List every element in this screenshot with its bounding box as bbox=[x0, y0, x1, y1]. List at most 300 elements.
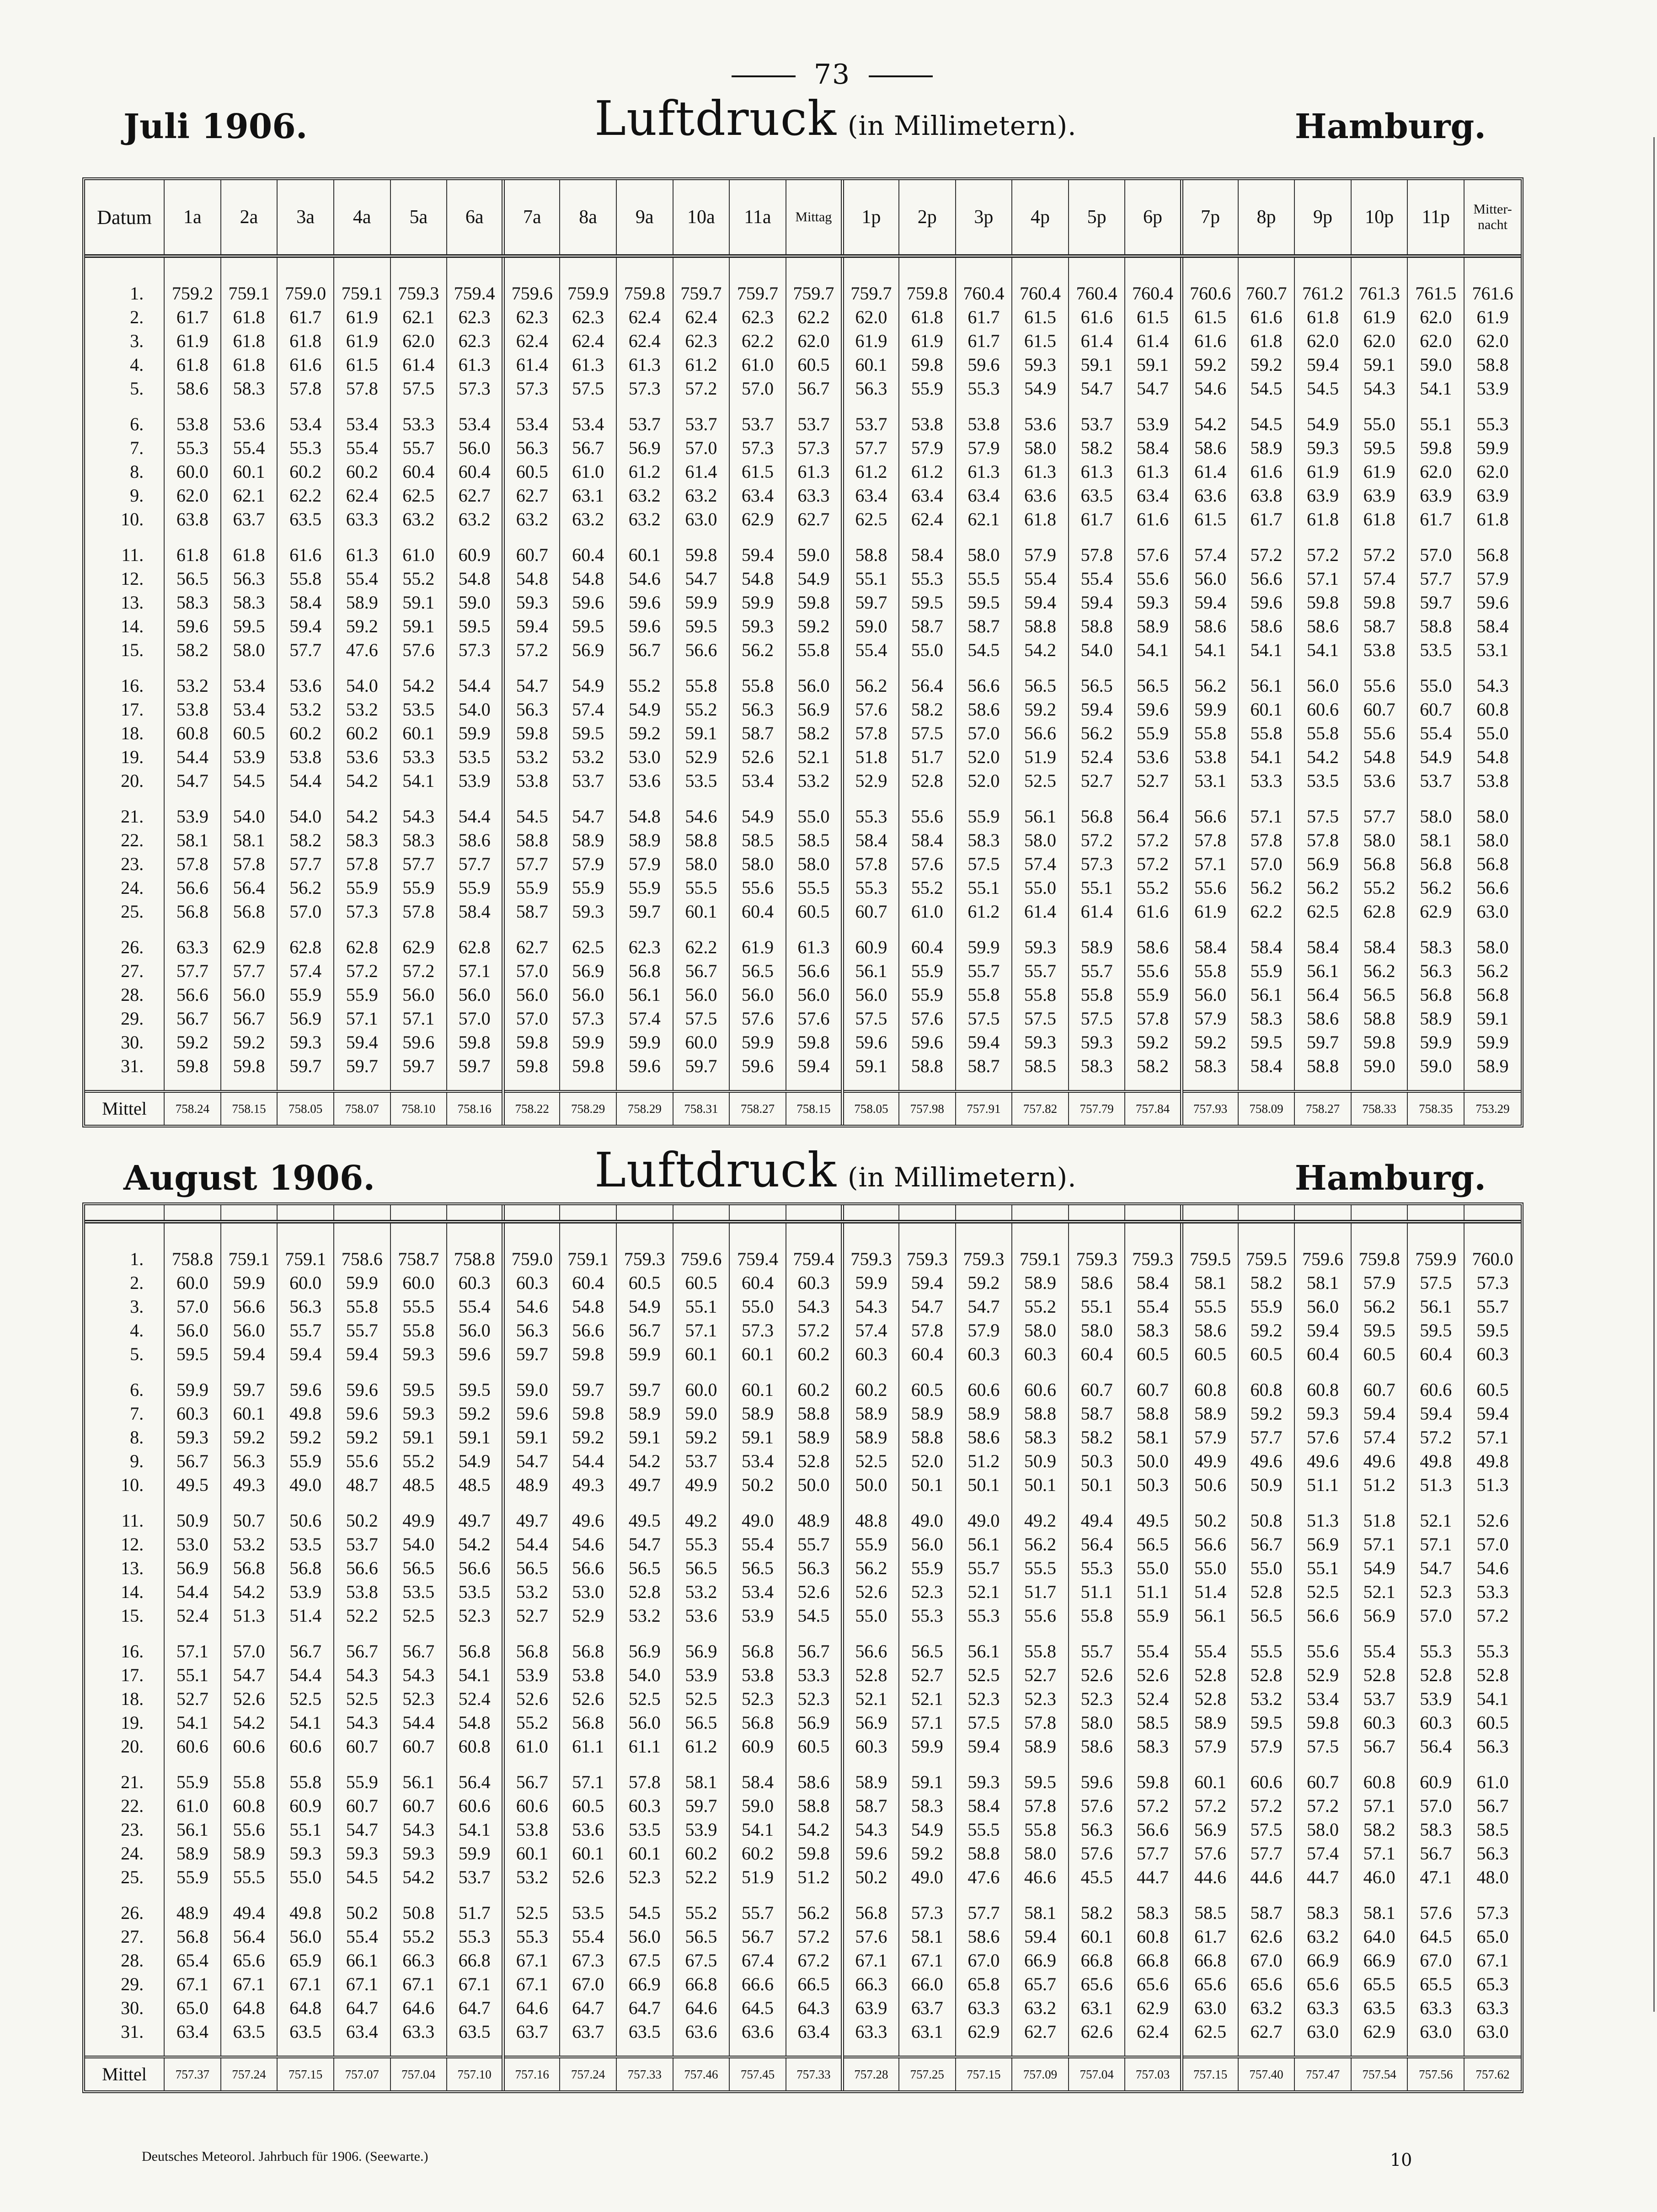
pressure-value: 55.6 bbox=[1012, 1604, 1069, 1628]
pressure-value: 55.6 bbox=[729, 876, 786, 900]
pressure-value: 63.9 bbox=[1351, 484, 1408, 508]
pressure-value: 58.9 bbox=[616, 828, 673, 852]
pressure-value: 53.2 bbox=[786, 769, 843, 793]
pressure-value: 55.3 bbox=[1464, 1640, 1521, 1663]
pressure-value: 60.4 bbox=[560, 543, 616, 567]
pressure-value: 57.8 bbox=[842, 852, 899, 876]
pressure-value: 55.9 bbox=[1238, 959, 1295, 983]
pressure-value: 56.7 bbox=[616, 638, 673, 662]
table-title: Luftdruck (in Millimetern). bbox=[594, 91, 1077, 146]
pressure-value: 64.5 bbox=[729, 1996, 786, 2020]
mean-row bbox=[85, 1091, 1521, 1125]
header-spacer bbox=[1238, 1205, 1295, 1222]
pressure-value: 57.1 bbox=[1238, 805, 1295, 828]
day-label: 22. bbox=[121, 1795, 144, 1816]
section-header-juli bbox=[91, 91, 1500, 146]
pressure-value: 55.4 bbox=[1012, 567, 1069, 591]
pressure-value: 60.3 bbox=[503, 1271, 560, 1295]
column-header: 3a bbox=[277, 180, 334, 256]
pressure-value: 55.8 bbox=[277, 1770, 334, 1794]
pressure-value: 57.6 bbox=[729, 1007, 786, 1031]
pressure-value: 58.4 bbox=[1238, 1054, 1295, 1078]
pressure-value: 49.2 bbox=[1012, 1509, 1069, 1533]
pressure-value: 59.5 bbox=[673, 614, 730, 638]
pressure-value: 58.9 bbox=[842, 1770, 899, 1794]
pressure-value: 55.2 bbox=[673, 698, 730, 721]
pressure-value: 55.6 bbox=[221, 1818, 278, 1842]
pressure-value: 54.5 bbox=[334, 1865, 390, 1889]
pressure-value: 59.4 bbox=[899, 1271, 956, 1295]
pressure-value: 56.2 bbox=[786, 1901, 843, 1925]
mean-value: 757.47 bbox=[1294, 2057, 1351, 2090]
table-row bbox=[85, 1996, 1521, 2020]
footer-note: Deutsches Meteorol. Jahrbuch für 1906. (Seewarte.) bbox=[142, 2149, 428, 2164]
pressure-value: 57.8 bbox=[899, 1319, 956, 1342]
pressure-value: 60.8 bbox=[1351, 1770, 1408, 1794]
pressure-value: 55.6 bbox=[1125, 567, 1181, 591]
pressure-value: 59.7 bbox=[842, 591, 899, 614]
pressure-value: 759.1 bbox=[277, 1247, 334, 1271]
pressure-value: 55.2 bbox=[673, 1901, 730, 1925]
pressure-value: 60.6 bbox=[221, 1735, 278, 1758]
table-row bbox=[85, 674, 1521, 698]
pressure-value: 58.0 bbox=[1464, 935, 1521, 959]
pressure-value: 56.6 bbox=[1181, 805, 1238, 828]
pressure-value: 54.1 bbox=[1464, 1687, 1521, 1711]
pressure-value: 55.8 bbox=[1012, 983, 1069, 1007]
pressure-value: 61.2 bbox=[842, 460, 899, 484]
pressure-value: 54.5 bbox=[1294, 377, 1351, 401]
mean-value: 758.29 bbox=[616, 1091, 673, 1125]
pressure-value: 62.9 bbox=[729, 508, 786, 531]
mean-value: 757.54 bbox=[1351, 2057, 1408, 2090]
mean-value: 757.15 bbox=[277, 2057, 334, 2090]
pressure-value: 55.9 bbox=[1125, 1604, 1181, 1628]
pressure-value: 52.5 bbox=[842, 1449, 899, 1473]
pressure-value: 59.4 bbox=[786, 1054, 843, 1078]
pressure-value: 60.5 bbox=[616, 1271, 673, 1295]
pressure-value: 56.7 bbox=[673, 959, 730, 983]
pressure-value: 57.0 bbox=[503, 959, 560, 983]
pressure-value: 52.3 bbox=[956, 1687, 1012, 1711]
pressure-value: 54.1 bbox=[729, 1818, 786, 1842]
pressure-value: 57.6 bbox=[1069, 1842, 1125, 1865]
pressure-value: 55.9 bbox=[447, 876, 503, 900]
pressure-value: 59.8 bbox=[786, 591, 843, 614]
pressure-value: 63.3 bbox=[334, 508, 390, 531]
pressure-value: 56.1 bbox=[1181, 1604, 1238, 1628]
pressure-value: 62.6 bbox=[1069, 2020, 1125, 2044]
pressure-value: 59.0 bbox=[503, 1378, 560, 1402]
pressure-value: 55.4 bbox=[560, 1925, 616, 1949]
pressure-value: 55.3 bbox=[277, 436, 334, 460]
pressure-value: 57.5 bbox=[1069, 1007, 1125, 1031]
mean-value: 758.15 bbox=[786, 1091, 843, 1125]
pressure-value: 59.8 bbox=[1351, 1031, 1408, 1054]
pressure-value: 57.0 bbox=[729, 377, 786, 401]
pressure-value: 58.4 bbox=[729, 1770, 786, 1794]
pressure-value: 53.5 bbox=[1407, 638, 1464, 662]
pressure-value: 760.6 bbox=[1181, 282, 1238, 305]
pressure-value: 759.9 bbox=[560, 282, 616, 305]
pressure-value: 54.8 bbox=[560, 1295, 616, 1319]
pressure-value: 58.8 bbox=[503, 828, 560, 852]
pressure-value: 59.3 bbox=[1012, 935, 1069, 959]
pressure-value: 59.2 bbox=[221, 1426, 278, 1449]
mean-value: 758.24 bbox=[164, 1091, 221, 1125]
pressure-value: 59.4 bbox=[956, 1031, 1012, 1054]
pressure-value: 60.6 bbox=[956, 1378, 1012, 1402]
pressure-value: 55.1 bbox=[1407, 412, 1464, 436]
day-label: 17. bbox=[121, 699, 144, 720]
pressure-value: 62.7 bbox=[1012, 2020, 1069, 2044]
pressure-value: 61.7 bbox=[1238, 508, 1295, 531]
pressure-value: 59.2 bbox=[616, 721, 673, 745]
pressure-value: 57.0 bbox=[1407, 543, 1464, 567]
pressure-value: 52.5 bbox=[390, 1604, 447, 1628]
pressure-value: 51.7 bbox=[447, 1901, 503, 1925]
pressure-value: 53.6 bbox=[1012, 412, 1069, 436]
pressure-value: 58.8 bbox=[1407, 614, 1464, 638]
pressure-value: 55.3 bbox=[899, 567, 956, 591]
pressure-value: 50.9 bbox=[164, 1509, 221, 1533]
pressure-value: 56.5 bbox=[729, 959, 786, 983]
row-spacer bbox=[85, 793, 1521, 805]
mean-value: 757.33 bbox=[786, 2057, 843, 2090]
day-label: 4. bbox=[130, 354, 144, 375]
pressure-value: 54.7 bbox=[560, 805, 616, 828]
pressure-value: 58.8 bbox=[956, 1842, 1012, 1865]
pressure-value: 55.8 bbox=[334, 1295, 390, 1319]
pressure-value: 67.1 bbox=[334, 1972, 390, 1996]
mean-value: 758.33 bbox=[1351, 1091, 1408, 1125]
pressure-value: 58.2 bbox=[1069, 1901, 1125, 1925]
pressure-value: 57.8 bbox=[1012, 1711, 1069, 1735]
pressure-value: 53.6 bbox=[560, 1818, 616, 1842]
row-spacer bbox=[85, 531, 1521, 543]
pressure-value: 59.6 bbox=[842, 1031, 899, 1054]
pressure-value: 52.8 bbox=[899, 769, 956, 793]
pressure-value: 57.6 bbox=[1069, 1794, 1125, 1818]
pressure-value: 61.7 bbox=[956, 329, 1012, 353]
pressure-value: 58.3 bbox=[1294, 1901, 1351, 1925]
pressure-value: 54.1 bbox=[1238, 638, 1295, 662]
pressure-value: 56.5 bbox=[616, 1556, 673, 1580]
pressure-value: 56.7 bbox=[786, 377, 843, 401]
pressure-value: 54.4 bbox=[277, 769, 334, 793]
pressure-value: 51.1 bbox=[1125, 1580, 1181, 1604]
pressure-value: 60.3 bbox=[1407, 1711, 1464, 1735]
pressure-value: 63.5 bbox=[447, 2020, 503, 2044]
pressure-value: 59.8 bbox=[1294, 1711, 1351, 1735]
pressure-value: 57.2 bbox=[334, 959, 390, 983]
pressure-value: 58.2 bbox=[1351, 1818, 1408, 1842]
day-label: 21. bbox=[121, 806, 144, 827]
header-row bbox=[85, 180, 1521, 256]
pressure-value: 55.8 bbox=[729, 674, 786, 698]
pressure-value: 49.9 bbox=[390, 1509, 447, 1533]
pressure-value: 759.9 bbox=[1407, 1247, 1464, 1271]
day-label: 25. bbox=[121, 1867, 144, 1887]
pressure-value: 58.2 bbox=[786, 721, 843, 745]
pressure-value: 62.8 bbox=[447, 935, 503, 959]
table-row bbox=[85, 591, 1521, 614]
pressure-value: 57.5 bbox=[673, 1007, 730, 1031]
pressure-value: 62.3 bbox=[447, 305, 503, 329]
day-label: 30. bbox=[121, 1032, 144, 1053]
pressure-value: 59.2 bbox=[1238, 353, 1295, 377]
pressure-value: 57.2 bbox=[786, 1319, 843, 1342]
pressure-value: 57.9 bbox=[1464, 567, 1521, 591]
pressure-value: 56.3 bbox=[1464, 1735, 1521, 1758]
pressure-value: 57.4 bbox=[1181, 543, 1238, 567]
pressure-value: 60.3 bbox=[956, 1342, 1012, 1366]
pressure-value: 55.5 bbox=[673, 876, 730, 900]
pressure-value: 60.9 bbox=[842, 935, 899, 959]
pressure-value: 61.4 bbox=[1012, 900, 1069, 924]
pressure-value: 56.6 bbox=[786, 959, 843, 983]
pressure-value: 59.1 bbox=[1125, 353, 1181, 377]
pressure-value: 59.7 bbox=[503, 1342, 560, 1366]
pressure-value: 53.4 bbox=[1294, 1687, 1351, 1711]
pressure-value: 58.6 bbox=[164, 377, 221, 401]
pressure-value: 58.0 bbox=[786, 852, 843, 876]
pressure-value: 58.3 bbox=[1407, 1818, 1464, 1842]
pressure-value: 63.3 bbox=[956, 1996, 1012, 2020]
pressure-value: 759.3 bbox=[842, 1247, 899, 1271]
pressure-value: 59.2 bbox=[277, 1426, 334, 1449]
pressure-value: 65.0 bbox=[164, 1996, 221, 2020]
pressure-value: 67.1 bbox=[503, 1949, 560, 1972]
pressure-value: 60.7 bbox=[1351, 698, 1408, 721]
pressure-value: 54.5 bbox=[503, 805, 560, 828]
pressure-value: 63.1 bbox=[560, 484, 616, 508]
pressure-value: 58.9 bbox=[786, 1426, 843, 1449]
pressure-value: 63.2 bbox=[390, 508, 447, 531]
pressure-value: 54.7 bbox=[1069, 377, 1125, 401]
column-header-datum: Datum bbox=[85, 180, 164, 256]
pressure-value: 64.7 bbox=[616, 1996, 673, 2020]
pressure-value: 62.9 bbox=[1407, 900, 1464, 924]
pressure-value: 59.6 bbox=[334, 1378, 390, 1402]
pressure-value: 58.0 bbox=[1464, 828, 1521, 852]
pressure-value: 54.8 bbox=[1464, 745, 1521, 769]
pressure-value: 60.4 bbox=[899, 1342, 956, 1366]
pressure-value: 57.0 bbox=[503, 1007, 560, 1031]
pressure-value: 58.7 bbox=[956, 614, 1012, 638]
mean-value: 757.24 bbox=[560, 2057, 616, 2090]
pressure-value: 60.7 bbox=[1351, 1378, 1408, 1402]
pressure-value: 61.9 bbox=[1351, 460, 1408, 484]
pressure-value: 57.9 bbox=[956, 1319, 1012, 1342]
pressure-value: 44.6 bbox=[1238, 1865, 1295, 1889]
pressure-value: 60.5 bbox=[221, 721, 278, 745]
pressure-value: 49.7 bbox=[616, 1473, 673, 1497]
pressure-value: 759.6 bbox=[673, 1247, 730, 1271]
pressure-value: 56.8 bbox=[1464, 852, 1521, 876]
pressure-value: 55.0 bbox=[1464, 721, 1521, 745]
pressure-value: 59.5 bbox=[899, 591, 956, 614]
pressure-value: 53.4 bbox=[277, 412, 334, 436]
pressure-value: 57.6 bbox=[1181, 1842, 1238, 1865]
pressure-value: 50.0 bbox=[1125, 1449, 1181, 1473]
pressure-value: 52.1 bbox=[956, 1580, 1012, 1604]
pressure-value: 58.3 bbox=[1125, 1735, 1181, 1758]
pressure-value: 53.8 bbox=[899, 412, 956, 436]
mean-row bbox=[85, 2057, 1521, 2090]
pressure-value: 62.0 bbox=[1407, 305, 1464, 329]
pressure-value: 55.6 bbox=[1294, 1640, 1351, 1663]
pressure-value: 60.2 bbox=[673, 1842, 730, 1865]
table-row bbox=[85, 1770, 1521, 1794]
column-header: 9p bbox=[1294, 180, 1351, 256]
pressure-value: 55.3 bbox=[842, 805, 899, 828]
pressure-value: 54.1 bbox=[390, 769, 447, 793]
pressure-value: 56.6 bbox=[560, 1319, 616, 1342]
day-label: 1. bbox=[130, 283, 144, 304]
pressure-value: 57.2 bbox=[1238, 543, 1295, 567]
pressure-value: 56.8 bbox=[1351, 852, 1408, 876]
pressure-value: 54.7 bbox=[899, 1295, 956, 1319]
pressure-value: 58.9 bbox=[221, 1842, 278, 1865]
pressure-value: 67.0 bbox=[1407, 1949, 1464, 1972]
pressure-value: 54.5 bbox=[616, 1901, 673, 1925]
header-spacer bbox=[1125, 1205, 1181, 1222]
pressure-value: 56.0 bbox=[1181, 983, 1238, 1007]
pressure-value: 57.8 bbox=[390, 900, 447, 924]
pressure-value: 51.9 bbox=[729, 1865, 786, 1889]
pressure-value: 52.7 bbox=[899, 1663, 956, 1687]
pressure-value: 58.9 bbox=[899, 1402, 956, 1426]
table-row bbox=[85, 329, 1521, 353]
pressure-value: 59.8 bbox=[503, 1031, 560, 1054]
pressure-value: 61.8 bbox=[164, 353, 221, 377]
pressure-value: 48.0 bbox=[1464, 1865, 1521, 1889]
pressure-value: 63.1 bbox=[899, 2020, 956, 2044]
pressure-value: 59.7 bbox=[390, 1054, 447, 1078]
pressure-value: 59.4 bbox=[956, 1735, 1012, 1758]
pressure-value: 62.0 bbox=[1407, 329, 1464, 353]
pressure-value: 56.7 bbox=[334, 1640, 390, 1663]
pressure-value: 53.9 bbox=[164, 805, 221, 828]
pressure-value: 59.8 bbox=[221, 1054, 278, 1078]
pressure-value: 60.5 bbox=[1351, 1342, 1408, 1366]
pressure-value: 54.9 bbox=[1351, 1556, 1408, 1580]
pressure-value: 58.6 bbox=[956, 1426, 1012, 1449]
pressure-value: 62.3 bbox=[616, 935, 673, 959]
pressure-value: 60.5 bbox=[786, 353, 843, 377]
pressure-value: 52.6 bbox=[729, 745, 786, 769]
table-row bbox=[85, 567, 1521, 591]
row-spacer bbox=[85, 1078, 1521, 1091]
pressure-value: 59.8 bbox=[447, 1031, 503, 1054]
pressure-value: 58.1 bbox=[1181, 1271, 1238, 1295]
pressure-value: 57.0 bbox=[221, 1640, 278, 1663]
pressure-value: 57.1 bbox=[1294, 567, 1351, 591]
pressure-value: 61.9 bbox=[334, 305, 390, 329]
pressure-value: 59.1 bbox=[390, 614, 447, 638]
table-row bbox=[85, 876, 1521, 900]
pressure-value: 760.7 bbox=[1238, 282, 1295, 305]
day-label: 16. bbox=[121, 1641, 144, 1662]
pressure-value: 60.0 bbox=[390, 1271, 447, 1295]
pressure-value: 59.1 bbox=[503, 1426, 560, 1449]
pressure-value: 67.5 bbox=[673, 1949, 730, 1972]
pressure-value: 57.5 bbox=[1294, 805, 1351, 828]
pressure-value: 52.9 bbox=[1294, 1663, 1351, 1687]
pressure-value: 55.2 bbox=[899, 876, 956, 900]
header-spacer bbox=[85, 1205, 164, 1222]
pressure-value: 56.0 bbox=[277, 1925, 334, 1949]
pressure-value: 54.7 bbox=[1125, 377, 1181, 401]
pressure-value: 759.6 bbox=[1294, 1247, 1351, 1271]
pressure-value: 64.6 bbox=[673, 1996, 730, 2020]
pressure-value: 57.0 bbox=[956, 721, 1012, 745]
pressure-value: 49.6 bbox=[1238, 1449, 1295, 1473]
pressure-value: 61.8 bbox=[221, 543, 278, 567]
pressure-value: 54.8 bbox=[447, 1711, 503, 1735]
pressure-value: 62.9 bbox=[221, 935, 278, 959]
pressure-value: 62.8 bbox=[277, 935, 334, 959]
pressure-value: 53.4 bbox=[729, 1580, 786, 1604]
pressure-value: 54.2 bbox=[221, 1711, 278, 1735]
pressure-value: 66.8 bbox=[1181, 1949, 1238, 1972]
column-header: 8p bbox=[1238, 180, 1295, 256]
day-label: 2. bbox=[130, 1272, 144, 1293]
pressure-value: 56.1 bbox=[1012, 805, 1069, 828]
pressure-value: 56.3 bbox=[842, 377, 899, 401]
pressure-value: 61.4 bbox=[1125, 329, 1181, 353]
pressure-value: 58.1 bbox=[1012, 1901, 1069, 1925]
pressure-value: 52.0 bbox=[956, 769, 1012, 793]
pressure-value: 55.7 bbox=[1464, 1295, 1521, 1319]
pressure-value: 62.9 bbox=[390, 935, 447, 959]
pressure-value: 57.7 bbox=[1351, 805, 1408, 828]
pressure-value: 58.0 bbox=[1294, 1818, 1351, 1842]
pressure-value: 59.9 bbox=[899, 1735, 956, 1758]
pressure-value: 62.0 bbox=[786, 329, 843, 353]
pressure-value: 48.5 bbox=[390, 1473, 447, 1497]
pressure-value: 49.7 bbox=[503, 1509, 560, 1533]
mean-value: 757.09 bbox=[1012, 2057, 1069, 2090]
pressure-value: 54.9 bbox=[560, 674, 616, 698]
pressure-value: 57.3 bbox=[447, 377, 503, 401]
pressure-value: 64.5 bbox=[1407, 1925, 1464, 1949]
table-row bbox=[85, 828, 1521, 852]
pressure-value: 60.7 bbox=[842, 900, 899, 924]
pressure-value: 60.0 bbox=[277, 1271, 334, 1295]
pressure-value: 55.8 bbox=[1238, 721, 1295, 745]
mean-value: 758.07 bbox=[334, 1091, 390, 1125]
pressure-value: 56.0 bbox=[390, 983, 447, 1007]
pressure-value: 57.7 bbox=[1238, 1426, 1295, 1449]
column-header: 7a bbox=[503, 180, 560, 256]
pressure-value: 47.6 bbox=[956, 1865, 1012, 1889]
pressure-value: 53.6 bbox=[616, 769, 673, 793]
table-row bbox=[85, 852, 1521, 876]
pressure-value: 60.5 bbox=[1238, 1342, 1295, 1366]
column-header: 6a bbox=[447, 180, 503, 256]
pressure-value: 62.3 bbox=[560, 305, 616, 329]
day-label: 3. bbox=[130, 331, 144, 351]
pressure-value: 61.3 bbox=[1125, 460, 1181, 484]
pressure-value: 57.1 bbox=[1351, 1533, 1408, 1556]
pressure-value: 61.8 bbox=[221, 329, 278, 353]
pressure-value: 55.4 bbox=[1125, 1295, 1181, 1319]
pressure-value: 63.6 bbox=[729, 2020, 786, 2044]
pressure-value: 60.1 bbox=[1238, 698, 1295, 721]
pressure-value: 58.8 bbox=[1069, 614, 1125, 638]
